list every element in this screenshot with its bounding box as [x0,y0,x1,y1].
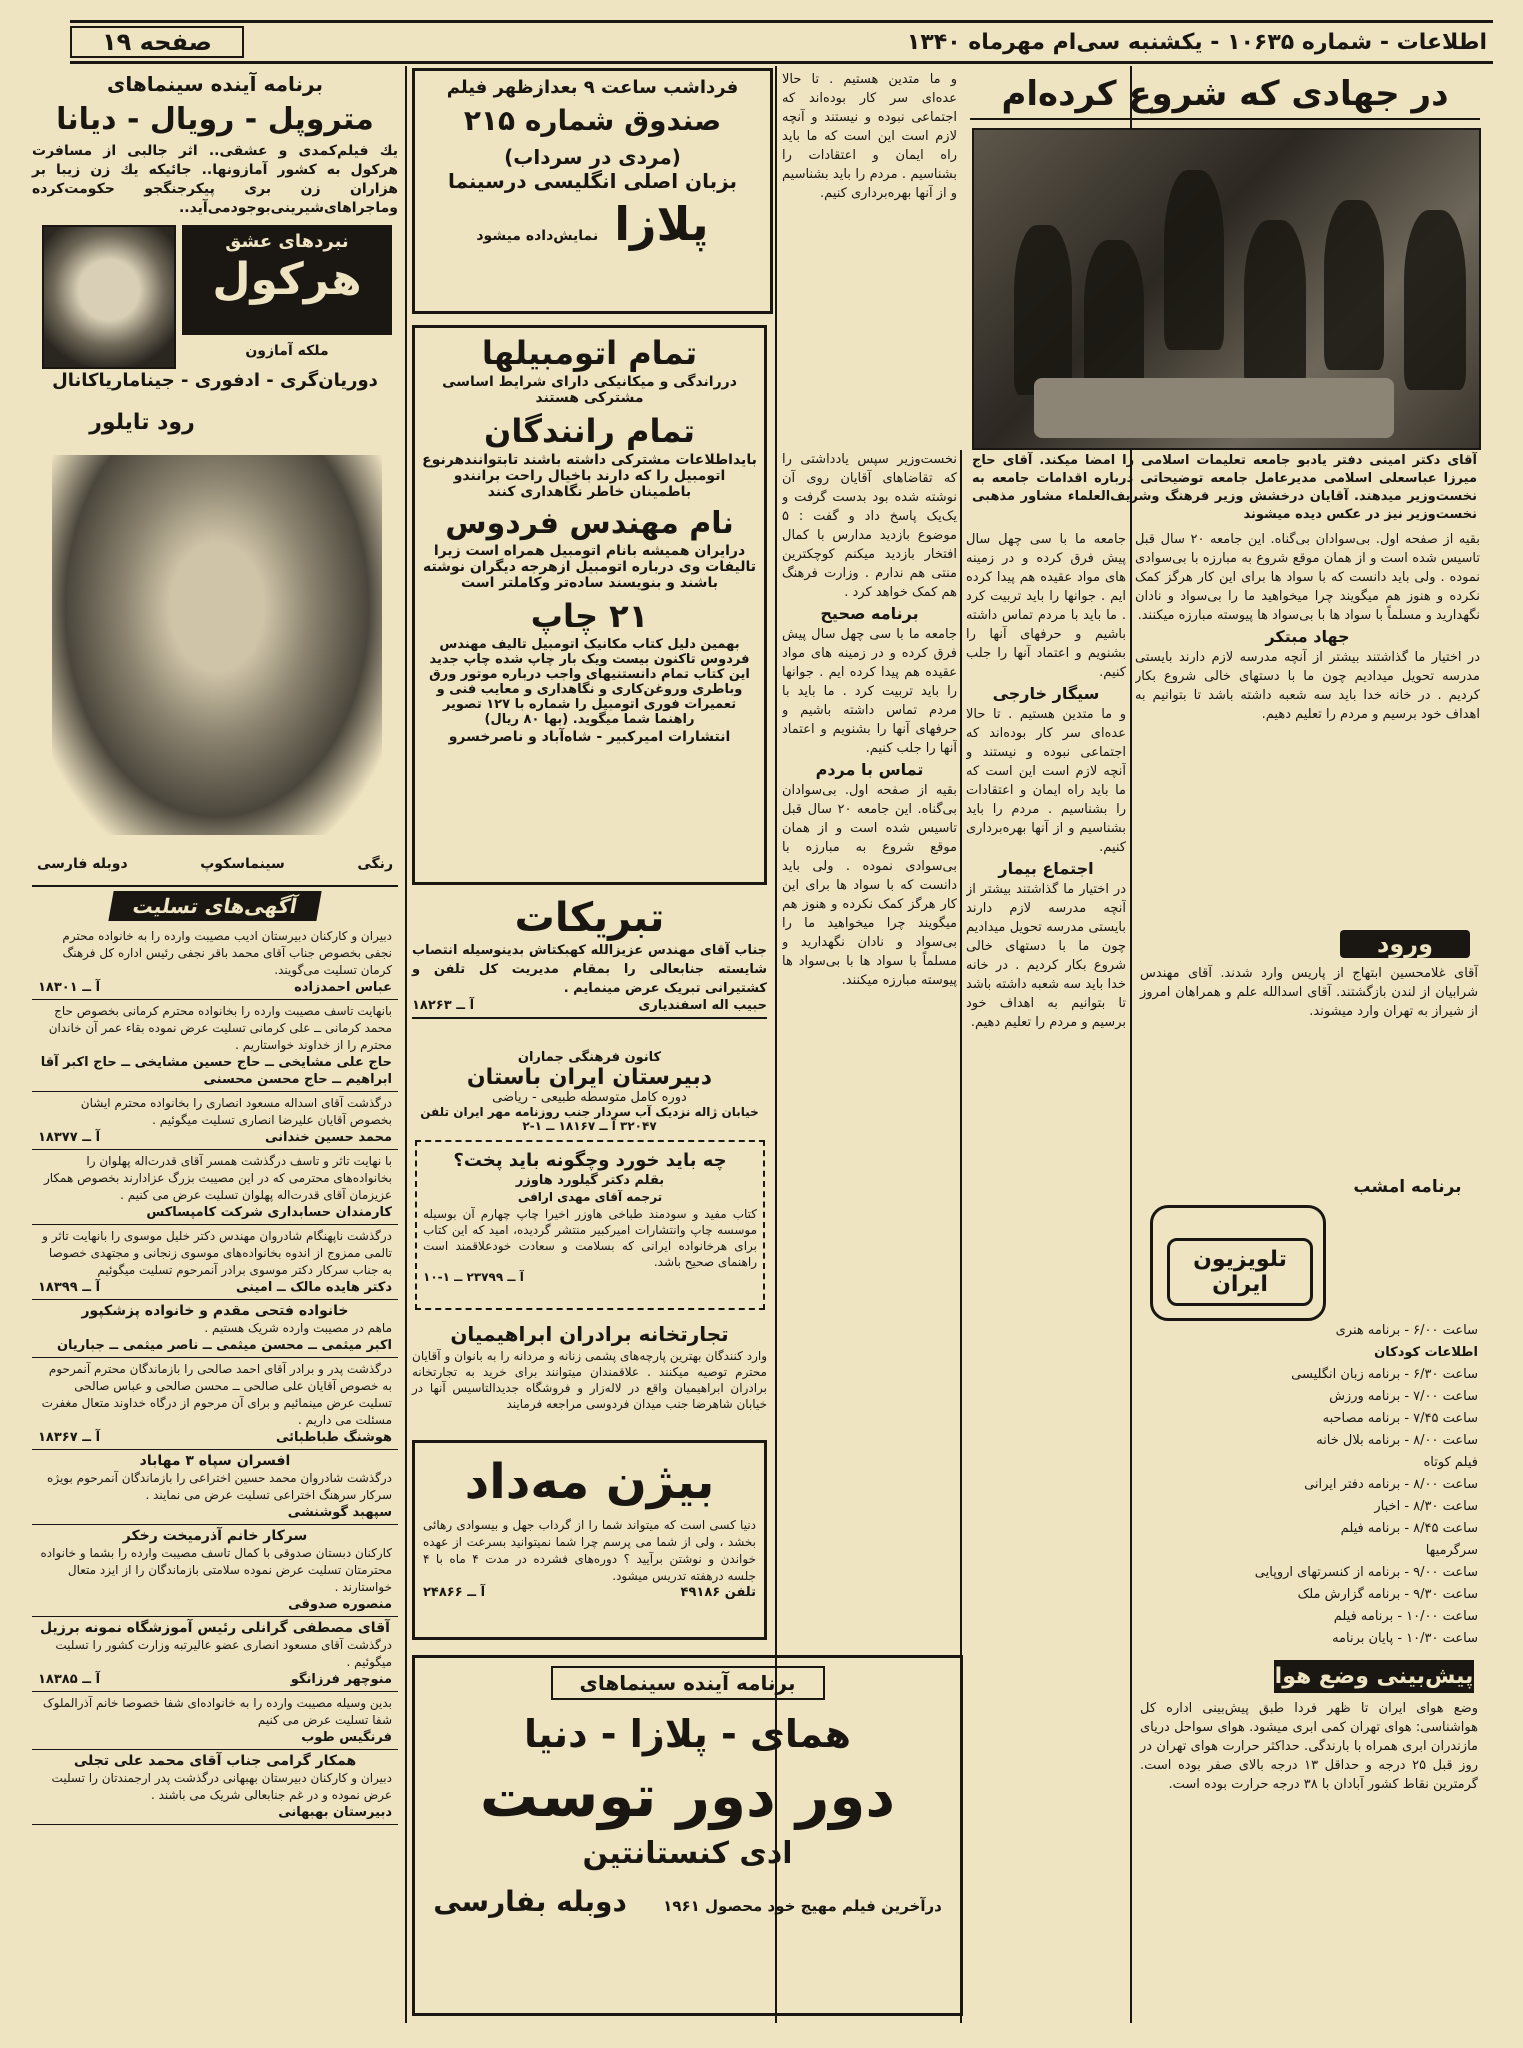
article-subhead-5: اجتماع بیمار [998,859,1094,878]
hercules-foot-1: رنگی [357,856,393,872]
plaza-cinema: پلازا [614,197,709,251]
article-body-2: و ما متدین هستیم . تا حالا عده‌ای سر کار بوده‌اند که اجتماعی نبوده و نیستند و آنچه لازم است این است که ما باید راه ایمان و اعتقادات را بشناسیم . مردم را باید بشناسیم و از آنها بهره‌برداری کنیم. [966,707,1126,855]
article-photo [972,128,1481,450]
hercules-cast-1: دوریان‌گری - ادفوری - جینا‌ماریاکانال [52,370,378,391]
tv-line: ساعت ۸/۳۰ - اخبار [1374,1499,1478,1514]
condolence-item: با نهایت تاثر و تاسف درگذشت همسر آقای قدرت‌اله پهلوان را بخانواده‌های محترمی که در این مصیبت بزرگ عزادارند بخصوص همکار عزیزمان آقای قدرت‌اله پهلوان تسلیت عرض می کنیم . کارمندان حسابداری شرکت کامپساکس [32,1150,398,1225]
ferdows-line-4: بهمین دلیل کتاب مکانیک اتومبیل تالیف مهندس فردوس تاکنون بیست ویک بار چاپ شده چاپ جدید این کتاب تمام دانستنیهای واجب درباره موتور ورق وباطری وروغن‌کاری و نگاهداری و معایب فنی و تعمیرات فوری اتومبیل را شماره با ۱۲۷ تصویر راهنما شما میگوید. (بها ۸۰ ریال) [429,637,750,727]
school-code: آ ــ ۱۸۱۶۷ ــ ۱-۲ [522,1119,616,1133]
article-col-4 [782,70,957,445]
congrats-sign-row [412,998,767,1013]
humay-film: دور دور توست [479,1762,896,1830]
tv-schedule [1140,1320,1478,1650]
ferdows-line-1: درراندگی و میکانیکی دارای شرایط اساسی مشترکی هستند [442,374,737,406]
ebrahimian-title: تجارتخانه برادران ابراهیمیان [450,1322,729,1346]
ferdows-title-4: ۲۱ چاپ [530,597,649,635]
condolence-item: سرکار خانم آذرمیخت رخکر کارکنان دبستان صدوقی با کمال تاسف مصیبت وارده را بشما و خانواده محترمتان تسلیت عرض نموده سلامتی بازماندگان را از ایزد متعال خواستارند . منصوره صدوقی [32,1525,398,1617]
bijan-title: بیژن مه‌داد [464,1454,715,1510]
condolence-item: افسران سپاه ۳ مهاباد درگذشت شادروان محمد حسین اختراعی را بازماندگان آنمرحوم بویژه سرکار سرهنگ اختراعی تسلیت عرض می نمایند . سپهبد گوشنشی [32,1450,398,1525]
weather-title: پیش‌بینی وضع هوا [1274,1660,1474,1693]
hercules-poster [32,215,398,880]
ferdows-title-3: نام مهندس فردوس [445,506,734,541]
congrats-text: جناب آقای مهندس عزیزالله کهبکتاش بدینوسیله انتصاب شایسته جنابعالی را بمقام مدیریت کل تلفن و کشتیرانی تبریک عرض مینمایم . [412,943,767,996]
ebrahimian-text: وارد کنندگان بهترین پارچه‌های پشمی زنانه و مردانه را به بانوان و آقایان محترم توصیه میکنند . علاقمندان میتوانند برای خرید به تجارتخانه برادران ابراهیمیان واقع در لاله‌زار و فروشگاه جدیدالتاسیس آنها در خیابان شاهرضا جنب میدان فردوسی مراجعه فرمایند [412,1349,767,1411]
metropol-header: برنامه آینده سینماهای [107,72,323,96]
weather-text: وضع هوای ایران تا ظهر فردا طبق پیش‌بینی اداره کل هواشناسی: هوای تهران کمی ابری میشود. هوای سواحل دریای مازندران ابری همراه با بارندگی. حداکثر حرارت هوای تهران در روز قبل ۲۵ درجه و حداقل ۱۳ درجه بالای صفر بوده است. گرمترین نقاط کشور آبادان با ۳۸ درجه حرارت بوده است. [1140,1701,1478,1792]
tv-line: ساعت ۷/۰۰ - برنامه ورزش [1329,1389,1478,1404]
tv-line: ساعت ۸/۰۰ - برنامه دفتر ایرانی [1304,1477,1478,1492]
condolence-item: خانواده فتحی مقدم و خانواده پزشکپور ماهم در مصیبت وارده شریک هستیم . اکبر میثمی ــ محسن میثمی ــ ناصر میثمی ــ جباریان [32,1300,398,1358]
bijan-footer [423,1585,756,1600]
article-body-5: جامعه ما با سی چهل سال پیش فرق کرده و در زمینه های مواد عقیده هم پیدا کرده ایم . جوانها را باید تربیت کرد . ما باید با مردم تماس داشته باشیم و حرفهای آنها را بشنویم و اعتماد آنها را جلب کنیم. [966,532,1126,680]
cooking-translator: ترجمه آقای مهدی ارافی [517,1190,663,1204]
humay-footer-2: دوبله بفارسی [433,1885,627,1918]
plaza-film-title: صندوق شماره ۲۱۵ [463,104,722,137]
metropol-text: یك فیلم‌کمدی و عشقی.. اثر جالبی از مسافرت هرکول به کشور آمازونها.. جائیکه یك زن زیبا بر هزاران زن بری پیکرجنگجو حکومت‌کرده وماجراهای‌شیرینی‌بوجودمی‌آید.. [32,143,398,216]
article-headline-block [970,70,1480,120]
humay-cinemas: همای - پلازا - دنیا [524,1712,851,1756]
tv-line: ساعت ۸/۴۵ - برنامه فیلم [1340,1521,1478,1536]
tv-line: ساعت ۱۰/۰۰ - برنامه فیلم [1333,1609,1478,1624]
arrival-box [1140,930,1478,1185]
divider [412,1017,767,1019]
congrats-title: تبریکات [514,895,665,941]
photo-person [1014,225,1072,395]
tv-line: ساعت ۶/۳۰ - برنامه زبان انگلیسی [1291,1367,1478,1382]
article-col-1 [1135,530,1480,950]
humay-actor: ادی کنستانتین [582,1836,793,1871]
article-subhead-2: برنامه صحیح [820,604,919,623]
bijan-phone: تلفن ۴۹۱۸۶ [680,1585,756,1600]
masthead: اطلاعات - شماره ۱۰۶۳۵ - یکشنبه سی‌ام مهرماه ۱۳۴۰ [906,29,1487,55]
condolence-item: آقای مصطفی گرانلی رئیس آموزشگاه نمونه برزیل درگذشت آقای مسعود انصاری عضو عالیرتبه وزارت کشور را تسلیت میگوئیم . منوچهر فرزانگو آ ــ ۱۸۳۸۵ [32,1617,398,1692]
hercules-foot-3: دوبله فارسی [37,856,128,872]
column-rule [405,66,407,2023]
plaza-cinema-row [415,197,770,251]
tv-logo-box [1150,1205,1326,1321]
plaza-shown: نمایش‌داده میشود [476,228,599,244]
tv-line: فیلم کوتاه [1423,1455,1478,1470]
hercules-woman-photo [52,455,382,835]
condolence-title: آگهی‌های تسلیت [108,891,321,921]
article-col-2 [966,530,1126,2023]
tv-line: ساعت ۹/۰۰ - برنامه از کنسرتهای اروپایی [1254,1565,1478,1580]
photo-person [1164,170,1224,350]
cooking-text: کتاب مفید و سودمند طباخی هاوزر اخیرا چاپ چهارم آن بوسیله موسسه چاپ وانتشارات امیرکبیر منتشر گردیده، امید که این کتاب برای هرخانواده ایرانی که بسلامت و سعادت خودعلاقمند است راهنمای صحیح باشد. [423,1207,757,1269]
condolence-item: همکار گرامی جناب آقای محمد علی تجلی دبیران و کارکنان دبیرستان بهبهانی درگذشت پدر ارجمندتان را تسلیت عرض نموده و در غم جنابعالی شریک می باشند . دبیرستان بهبهانی [32,1750,398,1825]
ferdows-title-2: تمام رانندگان [484,412,695,450]
congrats-sign: حبیب اله اسفندیاری [638,998,767,1013]
school-address: خیابان ژاله نزدیک آب سردار جنب روزنامه مهر ایران [453,1105,759,1119]
humay-footer-1: درآخرین فیلم مهیج خود محصول ۱۹۶۱ [663,1897,942,1915]
photo-table [1034,378,1394,438]
weather-box [1140,1660,1478,2010]
humay-program-ad [412,1655,963,2016]
bijan-text: دنیا کسی است که میتواند شما را از گرداب جهل و بیسوادی رهائی بخشد ، ولی از شما می پرسم چرا شما نمیتوانید بسرعت از عهده خواندن و نوشتن برآیید ؟ دوره‌های فشرده در مدت ۴ ماه با ۴ جلسه درهفته تدریس میشود. [423,1518,756,1583]
tv-line: ساعت ۱۰/۳۰ - پایان برنامه [1332,1631,1478,1646]
photo-person [1324,200,1384,370]
bijan-ad [412,1440,767,1640]
photo-person [1244,220,1306,390]
article-body-1b: بقیه از صفحه اول. بی‌سوادان بی‌گناه. این جامعه ۲۰ سال قبل تاسیس شده است و از همان موقع شروع به مبارزه با بی‌سوادی نموده . ولی باید دانست که با سواد ها برای این کار هرگز کمک نکرده و هنوز هم میگویند چرا میخواهید ما را بی‌سواد و نادان نگهدارید و مسلماً با سواد ها با بی‌سواد ها پیوسته مبارزه میکنند. [782,783,957,988]
article-body-1: بقیه از صفحه اول. بی‌سوادان بی‌گناه. این جامعه ۲۰ سال قبل تاسیس شده است و از همان موقع شروع به مبارزه با بی‌سوادی نموده . ولی باید دانست که با سواد ها برای این کار هرگز کمک نکرده و هنوز هم میگویند چرا میخواهید ما را بی‌سواد و نادان نگهدارید و مسلماً با سواد ها با بی‌سواد ها پیوسته مبارزه میکنند. [1135,532,1480,623]
plaza-intro: فرداشب ساعت ۹ بعدازظهر فیلم [446,77,739,98]
cooking-title: چه باید خورد وچگونه باید پخت؟ [453,1150,727,1171]
school-notice [412,1050,767,1133]
article-body-3: نخست‌وزیر سپس یادداشتی را که تقاضاهای آقایان روی آن نوشته شده بود بدست گرفت و یک‌یک پاسخ داد و گفت : ۵ موضوع بازدید مدارس با کمال افتخار بازدید میکنم کوچکترین منتی هم ندارم . وزارت فرهنگ هم کمک خواهد کرد . [782,452,957,600]
article-body-5b: جامعه ما با سی چهل سال پیش فرق کرده و در زمینه های مواد عقیده هم پیدا کرده ایم . جوانها را باید تربیت کرد . ما باید با مردم تماس داشته باشیم و حرفهای آنها را بشنویم و اعتماد آنها را جلب کنیم. [782,627,957,756]
cooking-code: آ ــ ۲۳۷۹۹ ــ ۱-۱۰ [423,1270,524,1284]
tv-program-title: برنامه امشب [1353,1177,1462,1197]
ferdows-line-3: درایران همیشه بانام اتومبیل همراه است زیرا تالیفات وی درباره اتومبیل ازهرجه دیگران نوشته باشند و بنویسند ساده‌تر وکاملتر است [422,543,757,591]
school-desc: دوره کامل متوسطه طبیعی - ریاضی [492,1090,687,1105]
page-label: صفحه ۱۹ [70,26,244,58]
masthead-bar [70,20,1493,64]
condolence-item: بدین وسیله مصیبت وارده را به خانواده‌ای شفا خصوصا خانم آذرالملوک شفا تسلیت عرض می کنیم فرنگیس طوب [32,1692,398,1750]
photo-caption: آقای دکتر امینی دفتر یادبو جامعه تعلیمات اسلامی را امضا میکند. آقای حاج میرزا عباسعلی اسلامی مدیرعامل جامعه توضیحاتی درباره اقدامات جامعه به نخست‌وزیر میدهند. آقایان درخشش وزیر فرهنگ وشریف‌العلماء مشاور مذهبی نخست‌وزیر نیز در عکس دیده میشوند [972,453,1477,522]
arrival-text: آقای غلامحسین ابتهاج از پاریس وارد شدند. آقای مهندس شرابیان از لندن بازگشتند. آقای اسدالله علم و همراهان امروز از شیراز به تهران وارد میشوند. [1140,966,1478,1019]
bijan-code: آ ــ ۲۴۸۶۶ [423,1585,486,1600]
article-body-2b: و ما متدین هستیم . تا حالا عده‌ای سر کار بوده‌اند که اجتماعی نبوده و نیستند و آنچه لازم است این است که ما باید راه ایمان و اعتقادات را بشناسیم . مردم را باید بشناسیم و از آنها بهره‌برداری کنیم. [782,72,957,201]
hercules-footer [37,856,393,872]
article-body-4b: در اختیار ما گذاشتند بیشتر از آنچه مدرسه لازم دارند بایستی مدرسه تحویل میدادیم چون ما با دستهای خالی شروع بکار کردیم . در خانه خدا باید سه شعبه داشته باشد تا بتوانیم به اهداف خود برسیم و مردم را تعلیم دهیم. [966,882,1126,1030]
ferdows-title-1: تمام اتومبیلها [481,334,698,372]
tv-label: تلویزیون ایران [1167,1238,1313,1306]
congrats-code: آ ــ ۱۸۲۶۳ [412,998,475,1013]
tv-line: ساعت ۷/۴۵ - برنامه مصاحبه [1322,1411,1478,1426]
article-body-4: در اختیار ما گذاشتند بیشتر از آنچه مدرسه لازم دارند بایستی مدرسه تحویل میدادیم چون ما با دستهای خالی شروع بکار کردیم . در خانه خدا باید سه شعبه داشته باشد تا بتوانیم به اهداف خود برسیم و مردم را تعلیم دهیم. [1135,650,1480,722]
condolence-item: درگذشت آقای اسداله مسعود انصاری را بخانواده محترم ایشان بخصوص آقایان علیرضا انصاری تسلیت میگوئیم . محمد حسین خندانی آ ــ ۱۸۳۷۷ [32,1092,398,1150]
congrats-block [412,895,767,1045]
ferdows-line-2: بایداطلاعات مشترکی داشته باشند تابتوانندهرنوع اتومبیل را که دارند باخیال راحت برانندو باطمینان خاطر نگاهداری کنند [422,452,757,500]
condolence-item: درگذشت پدر و برادر آقای احمد صالحی را بازماندگان محترم آنمرحوم به خصوص آقایان علی صالحی ــ محسن صالحی و عباس صالحی تسلیت عرض مینمائیم و برای آن مرحوم از درگاه خداوند متعال مغفرت مسئلت می داریم . هوشنگ طباطبائی آ ــ ۱۸۳۶۷ [32,1358,398,1450]
hercules-title-box [182,225,392,335]
ebrahimian-ad [412,1320,767,1430]
tv-line: ساعت ۸/۰۰ - برنامه بلال خانه [1316,1433,1478,1448]
plaza-subtitle: (مردی در سرداب) [504,145,681,169]
condolence-block [32,885,398,2012]
article-headline: در جهادی که شروع کرده‌ام [970,70,1480,120]
school-org: کانون فرهنگی جماران [517,1050,662,1065]
tv-line: سرگرمیها [1425,1543,1478,1558]
tv-line: ساعت ۹/۳۰ - برنامه گزارش ملک [1297,1587,1478,1602]
cooking-author: بقلم دکتر گیلورد هاوزر [515,1173,665,1188]
hercules-cast-2: رود تایلور [89,410,195,435]
school-name: دبیرستان ایران باستان [466,1065,713,1090]
condolence-item: درگذشت ناپهنگام شادروان مهندس دکتر خلیل موسوی را بانهایت تاثر و تالمی ممزوج از اندوه بخانواده‌های موسوی زنجانی و مجتهدی خصوصا به جناب سرکار دکتر موسوی برادر آنمرحوم تسلیت میگوئیم دکتر هایده مالک ــ امینی آ ــ ۱۸۳۹۹ [32,1225,398,1300]
school-address-row [412,1105,767,1133]
metropol-program [32,70,398,216]
ferdows-publisher: انتشارات امیرکبیر - شاه‌آباد و ناصرخسرو [448,729,731,745]
photo-person [1084,240,1144,400]
article-subhead-6: تماس با مردم [815,760,924,779]
hercules-small-title: نبردهای عشق [225,231,349,252]
article-subhead-4: سیگار خارجی [992,684,1100,703]
arrival-title: ورود [1340,930,1470,958]
humay-header: برنامه آینده سینماهای [551,1666,825,1700]
hercules-face-photo [42,225,176,369]
tv-line: اطلاعات کودکان [1374,1345,1478,1360]
humay-footer [415,1885,960,1918]
hercules-tag: ملکه آمازون [245,343,329,359]
ferdows-book-ad [412,325,767,885]
hercules-title: هرکول [212,254,362,305]
metropol-cinemas: متروپل - رویال - دیانا [56,102,374,137]
plaza-language: بزبان اصلی انگلیسی درسینما [447,169,738,193]
article-subhead-3: جهاد مبتکر [1265,627,1350,646]
condolence-item: بانهایت تاسف مصیبت وارده را بخانواده محترم کرمانی بخصوص حاج محمد کرمانی ــ علی کرمانی تسلیت عرض نموده بقاء عمر آن خاندان محترم را از خداوند خواستاریم . حاج علی مشایخی ــ حاج حسین مشایخی ــ حاج اکبر آقا ابراهیم ــ حاج محسن محسنی [32,1000,398,1092]
tv-line: ساعت ۶/۰۰ - برنامه هنری [1335,1323,1478,1338]
hercules-foot-2: سینماسکوپ [200,856,285,872]
book-cooking-ad [415,1140,765,1310]
plaza-ad [412,68,773,314]
photo-person [1404,210,1466,390]
school-phone: تلفن ۳۲۰۴۷ [420,1105,657,1133]
condolence-title-row [32,891,398,921]
condolence-item: دبیران و کارکنان دبیرستان ادیب مصیبت وارده را به خانواده محترم نجفی بخصوص جناب آقای محمد باقر نجفی رئیس اداره کل فرهنگ کرمان تسلیت می‌گویند. عباس احمدزاده آ ــ ۱۸۳۰۱ [32,925,398,1000]
